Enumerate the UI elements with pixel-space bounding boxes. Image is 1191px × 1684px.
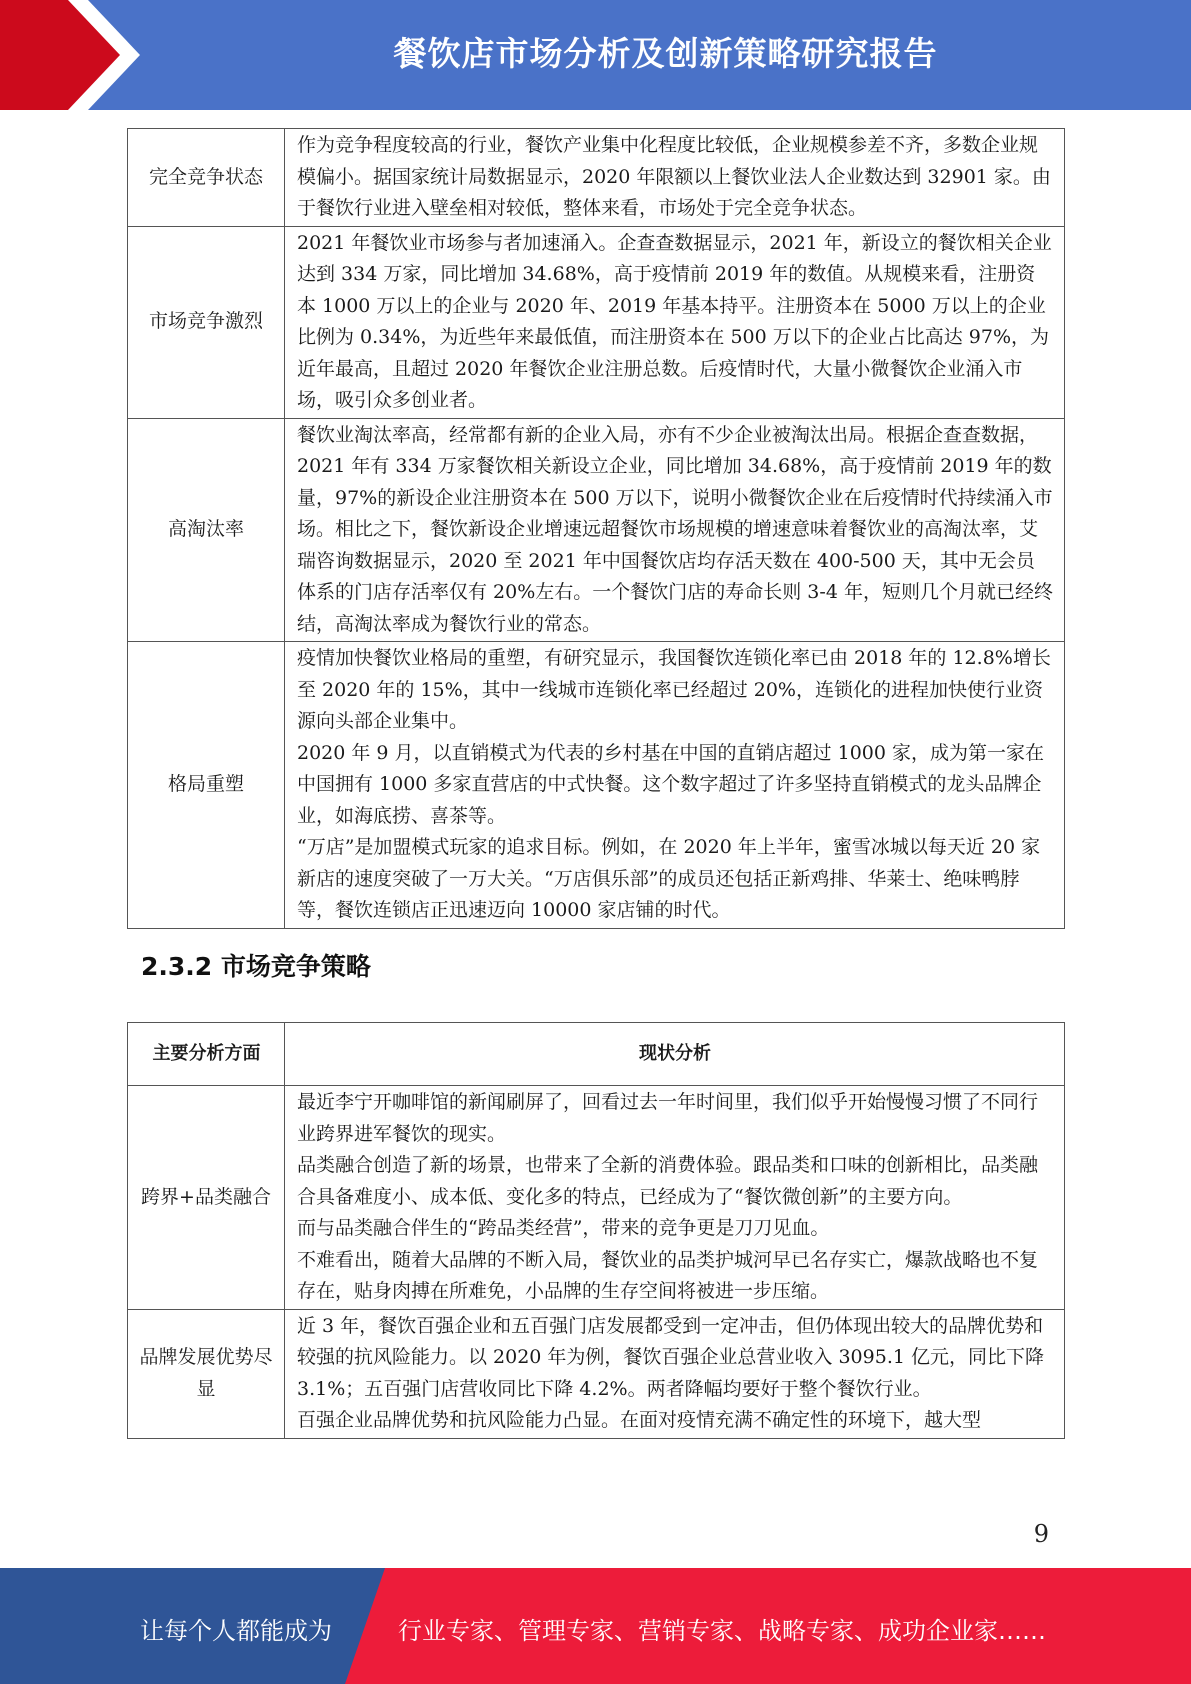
column-header-aspect: 主要分析方面 [128, 1023, 285, 1086]
row-content [285, 1086, 1065, 1310]
content-paragraph: “万店”是加盟模式玩家的追求目标。例如，在 2020 年上半年，蜜雪冰城以每天近 20 家新店的速度突破了一万大关。“万店俱乐部”的成员还包括正新鸡排、华莱士、绝味鸭脖等，餐饮连锁店正迅速迈向 10000 家店铺的时代。 [297, 836, 1041, 921]
row-label: 格局重塑 [128, 642, 285, 929]
table-row [128, 1309, 1065, 1438]
row-content [285, 418, 1065, 642]
content-paragraph: 百强企业品牌优势和抗风险能力凸显。在面对疫情充满不确定性的环境下，越大型 [297, 1409, 982, 1431]
row-content [285, 226, 1065, 418]
footer-slogan-right: 行业专家、管理专家、营销专家、战略专家、成功企业家…… [398, 1617, 1046, 1645]
page-number: 9 [1033, 1520, 1049, 1548]
column-header-analysis: 现状分析 [285, 1023, 1065, 1086]
table-row [128, 129, 1065, 227]
content-paragraph: 作为竞争程度较高的行业，餐饮产业集中化程度比较低，企业规模参差不齐，多数企业规模偏小。据国家统计局数据显示，2020 年限额以上餐饮业法人企业数达到 32901 家。由于餐饮行业进入壁垒相对较低，整体来看，市场处于完全竞争状态。 [297, 134, 1051, 219]
content-paragraph: 而与品类融合伴生的“跨品类经营”，带来的竞争更是刀刀见血。 [297, 1217, 830, 1239]
row-label: 高淘汰率 [128, 418, 285, 642]
table1-body [128, 129, 1065, 929]
content-paragraph: 品类融合创造了新的场景，也带来了全新的消费体验。跟品类和口味的创新相比，品类融合具备难度小、成本低、变化多的特点，已经成为了“餐饮微创新”的主要方向。 [297, 1154, 1039, 1208]
row-label: 品牌发展优势尽显 [128, 1309, 285, 1438]
table-row [128, 1086, 1065, 1310]
report-title: 餐饮店市场分析及创新策略研究报告 [393, 34, 938, 73]
page-header [0, 0, 1191, 110]
content-paragraph: 餐饮业淘汰率高，经常都有新的企业入局，亦有不少企业被淘汰出局。根据企查查数据，2021 年有 334 万家餐饮相关新设立企业，同比增加 34.68%，高于疫情前 2019 年的数量，97%的新设企业注册资本在 500 万以下，说明小微餐饮企业在后疫情时代持续涌入市场。相比之下，餐饮新设企业增速远超餐饮市场规模的增速意味着餐饮业的高淘汰率，艾瑞咨询数据显示，2020 至 2021 年中国餐饮店均存活天数在 400-500 天，其中无会员体系的门店存活率仅有 20%左右。一个餐饮门店的寿命长则 3-4 年，短则几个月就已经终结，高淘汰率成为餐饮行业的常态。 [297, 423, 1053, 635]
content-paragraph: 不难看出，随着大品牌的不断入局，餐饮业的品类护城河早已名存实亡，爆款战略也不复存在，贴身肉搏在所难免，小品牌的生存空间将被进一步压缩。 [297, 1248, 1039, 1302]
competition-status-table [127, 128, 1065, 929]
page-footer [0, 1568, 1191, 1684]
table2-body [128, 1086, 1065, 1439]
content-paragraph: 2021 年餐饮业市场参与者加速涌入。企查查数据显示，2021 年，新设立的餐饮相关企业达到 334 万家，同比增加 34.68%，高于疫情前 2019 年的数值。从规模来看，注册资本 1000 万以上的企业与 2020 年、2019 年基本持平。注册资本在 5000 万以上的企业比例为 0.34%，为近些年来最低值，而注册资本在 500 万以下的企业占比高达 97%，为近年最高，且超过 2020 年餐饮企业注册总数。后疫情时代，大量小微餐饮企业涌入市场，吸引众多创业者。 [297, 231, 1052, 411]
row-content [285, 1309, 1065, 1438]
row-content [285, 642, 1065, 929]
row-label: 跨界+品类融合 [128, 1086, 285, 1310]
header-arrow-decoration [0, 0, 160, 110]
footer-slogan-left: 让每个人都能成为 [140, 1617, 332, 1645]
content-paragraph: 2020 年 9 月，以直销模式为代表的乡村基在中国的直销店超过 1000 家，成为第一家在中国拥有 1000 多家直营店的中式快餐。这个数字超过了许多坚持直销模式的龙头品牌企业，如海底捞、喜茶等。 [297, 741, 1044, 827]
section-heading: 2.3.2 市场竞争策略 [141, 952, 371, 981]
content-paragraph: 最近李宁开咖啡馆的新闻刷屏了，回看过去一年时间里，我们似乎开始慢慢习惯了不同行业跨界进军餐饮的现实。 [297, 1091, 1039, 1145]
row-label: 市场竞争激烈 [128, 226, 285, 418]
table-row [128, 226, 1065, 418]
competition-strategy-table [127, 1022, 1065, 1439]
table-row [128, 642, 1065, 929]
row-content [285, 129, 1065, 227]
table-row [128, 418, 1065, 642]
content-paragraph: 疫情加快餐饮业格局的重塑，有研究显示，我国餐饮连锁化率已由 2018 年的 12.8%增长至 2020 年的 15%，其中一线城市连锁化率已经超过 20%，连锁化的进程加快使行业资源向头部企业集中。 [297, 647, 1051, 732]
row-label: 完全竞争状态 [128, 129, 285, 227]
content-paragraph: 近 3 年，餐饮百强企业和五百强门店发展都受到一定冲击，但仍体现出较大的品牌优势和较强的抗风险能力。以 2020 年为例，餐饮百强企业总营业收入 3095.1 亿元，同比下降 3.1%；五百强门店营收同比下降 4.2%。两者降幅均要好于整个餐饮行业。 [297, 1314, 1044, 1400]
table-header-row [128, 1023, 1065, 1086]
